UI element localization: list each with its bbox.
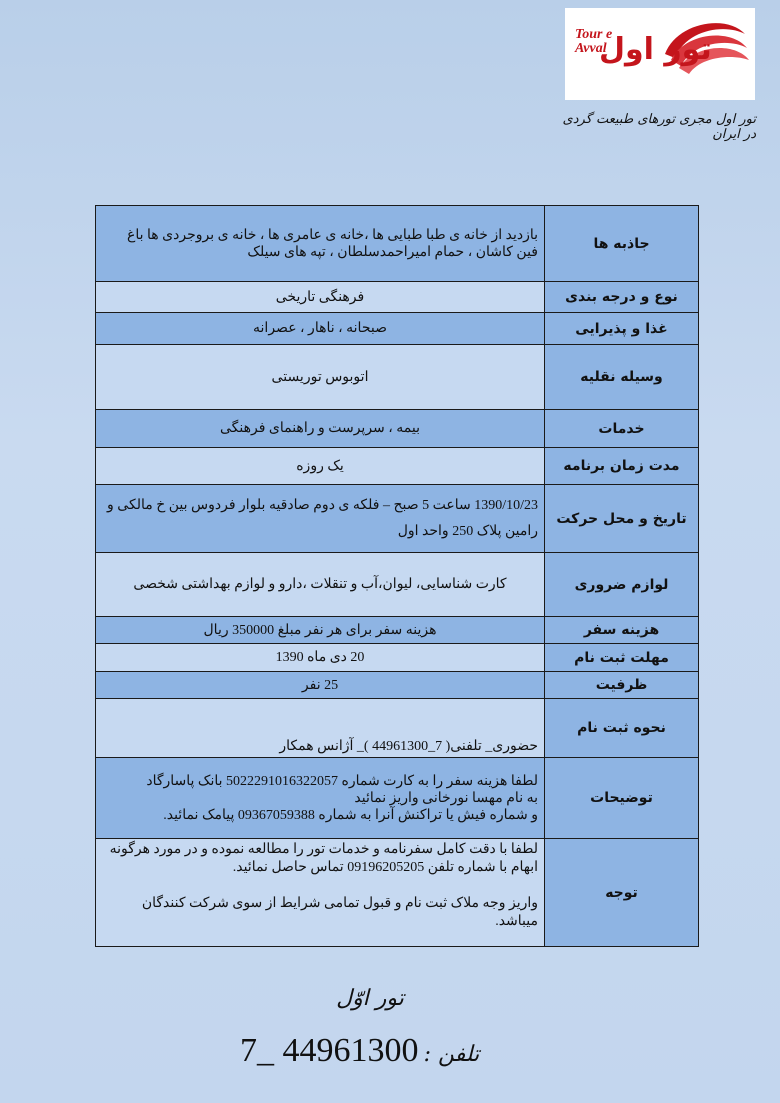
table-row (96, 758, 699, 839)
table-row (96, 410, 699, 448)
table-row (96, 617, 699, 644)
row-label: مدت زمان برنامه (545, 448, 699, 485)
row-label: توضیحات (545, 758, 699, 839)
row-value: 20 دی ماه 1390 (96, 644, 545, 672)
table-row (96, 485, 699, 553)
row-value: 25 نفر (96, 672, 545, 699)
logo (565, 8, 755, 100)
row-label: توجه (545, 839, 699, 947)
row-label: خدمات (545, 410, 699, 448)
table-row (96, 313, 699, 345)
row-label: ظرفیت (545, 672, 699, 699)
table-row (96, 553, 699, 617)
row-value: صبحانه ، ناهار ، عصرانه (96, 313, 545, 345)
row-value: فرهنگی تاریخی (96, 282, 545, 313)
table-row (96, 699, 699, 758)
row-label: مهلت ثبت نام (545, 644, 699, 672)
note-line: لطفا با دقت کامل سفرنامه و خدمات تور را مطالعه نموده و در مورد هرگونه ابهام با شماره تلفن 09196205205 تماس حاصل نمائید. (109, 842, 538, 875)
row-value: هزینه سفر برای هر نفر مبلغ 350000 ریال (96, 617, 545, 644)
footer-phone (240, 1032, 540, 1070)
table-row (96, 672, 699, 699)
logo-persian-text: تور اول (599, 32, 712, 67)
row-value: 1390/10/23 ساعت 5 صبح – فلکه ی دوم صادقیه بلوار فردوس بین خ مالکی و رامین پلاک 250 واحد اول (96, 485, 545, 553)
note-line: لطفا هزینه سفر را به کارت شماره 5022291016322057 بانک پاسارگاد (146, 773, 538, 789)
note-line: به نام مهسا نورخانی واریز نمائید (354, 790, 538, 806)
row-value (96, 839, 545, 947)
row-label: غذا و پذیرایی (545, 313, 699, 345)
phone-number: 7_ 44961300 (240, 1032, 419, 1069)
row-label: تاریخ و محل حرکت (545, 485, 699, 553)
row-value: بازدید از خانه ی طبا طبایی ها ،خانه ی عامری ها ، خانه ی بروجردی ها باغ فین کاشان ، حمام امیراحمدسلطان ، تپه های سیلک (96, 206, 545, 282)
row-label: جاذبه ها (545, 206, 699, 282)
row-label: هزینه سفر (545, 617, 699, 644)
logo-latin-text: Tour e Avval (575, 27, 613, 56)
phone-label: تلفن : (423, 1042, 480, 1067)
row-label: وسیله نقلیه (545, 345, 699, 410)
row-label: لوازم ضروری (545, 553, 699, 617)
footer-brand-name: تور اوّل (336, 986, 404, 1011)
table-row (96, 206, 699, 282)
row-label: نوع و درجه بندی (545, 282, 699, 313)
note-line: و شماره فیش یا تراکنش آنرا به شماره 09367059388 پیامک نمائید. (163, 807, 538, 823)
table-row (96, 448, 699, 485)
row-value: حضوری_ تلفنی( 7_44961300 )_ آژانس همکار (96, 699, 545, 758)
table-row (96, 839, 699, 947)
note-line: واریز وجه ملاک ثبت نام و قبول تمامی شرایط از سوی شرکت کنندگان میباشد. (141, 896, 538, 929)
tagline: تور اول مجری تورهای طبیعت گردی در ایران (562, 112, 756, 142)
row-value: یک روزه (96, 448, 545, 485)
table-row (96, 644, 699, 672)
row-label: نحوه ثبت نام (545, 699, 699, 758)
table-row (96, 282, 699, 313)
row-value: کارت شناسایی، لیوان،آب و تنقلات ،دارو و لوازم بهداشتی شخصی (96, 553, 545, 617)
table-row (96, 345, 699, 410)
row-value: اتوبوس توریستی (96, 345, 545, 410)
row-value (96, 758, 545, 839)
row-value: بیمه ، سرپرست و راهنمای فرهنگی (96, 410, 545, 448)
tour-info-table (95, 205, 699, 947)
